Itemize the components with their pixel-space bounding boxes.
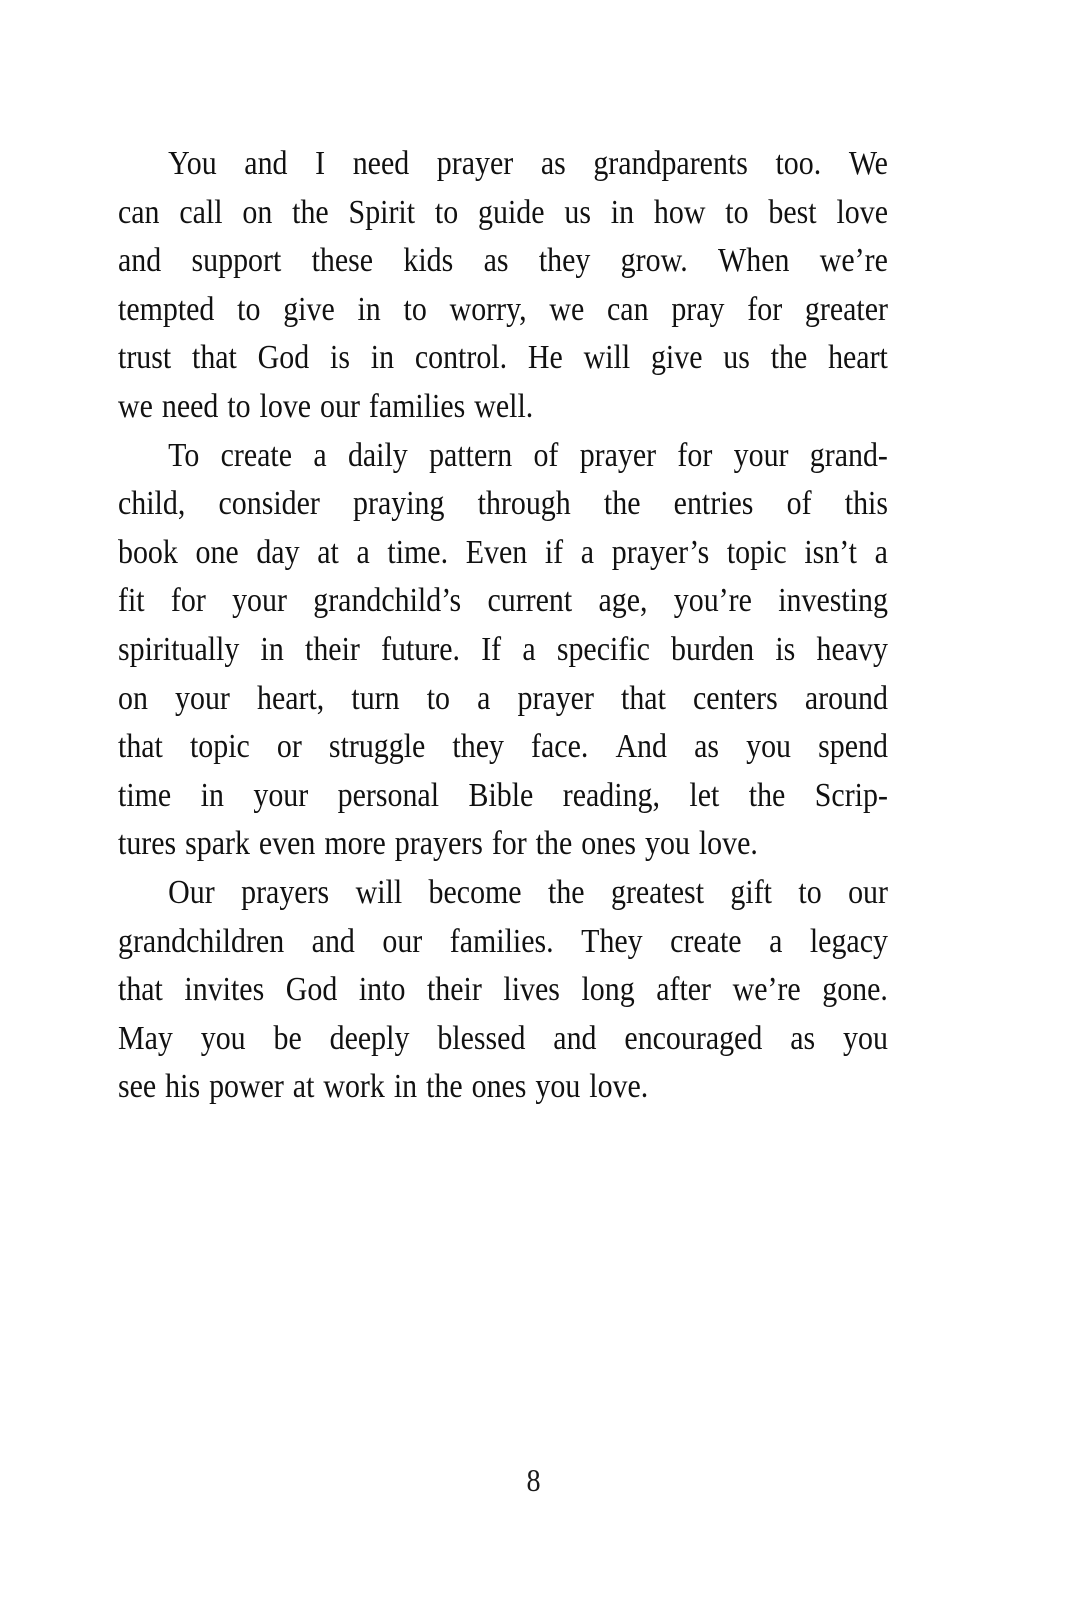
word: you’re bbox=[673, 582, 752, 620]
word: ones bbox=[471, 1068, 527, 1106]
word: even bbox=[258, 825, 316, 863]
word: prayers bbox=[394, 825, 483, 863]
word: grandchild’s bbox=[313, 582, 462, 620]
word: pray bbox=[671, 290, 725, 328]
word: the bbox=[770, 339, 808, 377]
text-line bbox=[118, 577, 888, 626]
word: the bbox=[748, 776, 786, 814]
word: our bbox=[848, 873, 888, 911]
word: tures bbox=[118, 825, 177, 863]
word: a bbox=[356, 533, 370, 571]
word: gift bbox=[730, 873, 772, 911]
word: love bbox=[259, 387, 312, 425]
word: will bbox=[355, 873, 403, 911]
word: spend bbox=[818, 728, 888, 766]
word: prayer bbox=[517, 679, 594, 717]
word: too. bbox=[775, 145, 822, 182]
word: these bbox=[311, 242, 374, 280]
word: to bbox=[227, 387, 251, 425]
word: isn’t bbox=[804, 533, 858, 571]
word: of bbox=[533, 436, 559, 474]
word: a bbox=[769, 922, 783, 960]
word: grandparents bbox=[593, 145, 748, 182]
word: grandchildren bbox=[118, 922, 285, 960]
word: after bbox=[656, 971, 712, 1009]
word: ones bbox=[581, 825, 637, 863]
word: see bbox=[118, 1068, 157, 1106]
word: support bbox=[191, 242, 282, 280]
word: we bbox=[118, 387, 153, 425]
text-line bbox=[118, 869, 888, 918]
word: They bbox=[581, 922, 643, 960]
word: face. bbox=[531, 728, 589, 766]
word: You bbox=[168, 145, 217, 182]
word: for bbox=[677, 436, 713, 474]
word: prayer’s bbox=[611, 533, 710, 571]
word: our bbox=[382, 922, 423, 960]
word: blessed bbox=[437, 1019, 526, 1057]
word: praying bbox=[353, 485, 445, 523]
word: a bbox=[313, 436, 327, 474]
text-line bbox=[118, 432, 888, 481]
word: give bbox=[283, 290, 335, 328]
word: in bbox=[260, 630, 284, 668]
word: to bbox=[798, 873, 822, 911]
word: you bbox=[200, 1019, 246, 1057]
word: in bbox=[357, 290, 381, 328]
word: on bbox=[242, 193, 273, 231]
word: I bbox=[315, 145, 326, 182]
word: that bbox=[192, 339, 237, 377]
word: create bbox=[220, 436, 293, 474]
paragraph bbox=[118, 140, 888, 432]
word: into bbox=[358, 971, 406, 1009]
page-number: 8 bbox=[526, 1462, 541, 1498]
word: fit bbox=[118, 582, 145, 620]
word: can bbox=[118, 193, 160, 231]
word: greatest bbox=[610, 873, 705, 911]
word: burden bbox=[671, 630, 755, 668]
word: will bbox=[583, 339, 631, 377]
word: a bbox=[522, 630, 536, 668]
word: at bbox=[317, 533, 339, 571]
word: a bbox=[580, 533, 595, 571]
word: God bbox=[285, 971, 338, 1009]
word: Spirit bbox=[348, 193, 416, 231]
word: invites bbox=[184, 971, 265, 1009]
word: work bbox=[323, 1068, 385, 1106]
word: to bbox=[403, 290, 427, 328]
text-line bbox=[118, 383, 888, 432]
text-line bbox=[118, 334, 888, 383]
word: on bbox=[118, 679, 148, 717]
word: power bbox=[209, 1068, 284, 1106]
word: of bbox=[786, 485, 812, 523]
text-line bbox=[118, 529, 888, 578]
word: daily bbox=[347, 436, 408, 474]
word: your bbox=[253, 776, 309, 814]
word: prayers bbox=[241, 873, 330, 911]
word: the bbox=[535, 825, 573, 863]
word: to bbox=[725, 193, 749, 231]
word: prayer bbox=[579, 436, 657, 474]
word: how bbox=[653, 193, 706, 231]
word: prayer bbox=[436, 145, 514, 182]
word: that bbox=[118, 971, 163, 1009]
text-line bbox=[118, 675, 888, 724]
word: to bbox=[434, 193, 459, 231]
word: through bbox=[477, 485, 571, 523]
word: for bbox=[170, 582, 206, 620]
word: future. bbox=[381, 630, 460, 668]
word: us bbox=[723, 339, 750, 377]
word: become bbox=[428, 873, 522, 911]
word: around bbox=[804, 679, 888, 717]
word: the bbox=[292, 193, 329, 231]
text-line bbox=[118, 286, 888, 335]
word: heart bbox=[828, 339, 888, 377]
text-line bbox=[118, 140, 888, 189]
word: families bbox=[368, 387, 466, 425]
word: or bbox=[276, 728, 302, 766]
paragraph bbox=[118, 432, 888, 869]
word: at bbox=[292, 1068, 315, 1106]
text-line bbox=[118, 820, 888, 869]
word: that bbox=[118, 728, 163, 766]
word: long bbox=[581, 971, 635, 1009]
word: is bbox=[330, 339, 350, 377]
word: families. bbox=[449, 922, 554, 960]
text-line bbox=[118, 189, 888, 238]
word: reading, bbox=[562, 776, 660, 814]
word: you bbox=[535, 1068, 581, 1106]
word: the bbox=[426, 1068, 463, 1106]
word: child, bbox=[118, 485, 186, 523]
word: guide bbox=[478, 193, 545, 231]
word: and bbox=[118, 242, 162, 280]
word: age, bbox=[598, 582, 648, 620]
word: this bbox=[844, 485, 888, 523]
word: to bbox=[426, 679, 450, 717]
word: in bbox=[610, 193, 635, 231]
word: your bbox=[232, 582, 287, 620]
word: current bbox=[487, 582, 573, 620]
word: one bbox=[195, 533, 239, 571]
word: grow. bbox=[620, 242, 688, 280]
word: entries bbox=[673, 485, 754, 523]
word: they bbox=[452, 728, 504, 766]
word: spark bbox=[185, 825, 250, 863]
word: deeply bbox=[329, 1019, 410, 1057]
word: May bbox=[118, 1019, 173, 1057]
word: topic bbox=[726, 533, 787, 571]
word: heart, bbox=[256, 679, 325, 717]
word: time. bbox=[387, 533, 449, 571]
word: love bbox=[836, 193, 888, 231]
word: He bbox=[527, 339, 563, 377]
word: as bbox=[483, 242, 509, 280]
word: as bbox=[694, 728, 720, 766]
word: if bbox=[544, 533, 564, 571]
word: create bbox=[670, 922, 742, 960]
word: trust bbox=[118, 339, 172, 377]
word: you bbox=[645, 825, 690, 863]
text-line bbox=[118, 772, 888, 821]
word: and bbox=[311, 922, 355, 960]
word: we’re bbox=[819, 242, 888, 280]
word: your bbox=[733, 436, 789, 474]
text-line bbox=[118, 918, 888, 967]
word: in bbox=[370, 339, 395, 377]
word: kids bbox=[403, 242, 454, 280]
word: Our bbox=[168, 873, 215, 911]
text-line bbox=[118, 626, 888, 675]
word: encouraged bbox=[624, 1019, 763, 1057]
word: a bbox=[874, 533, 888, 571]
word: we’re bbox=[732, 971, 801, 1009]
word: legacy bbox=[809, 922, 888, 960]
word: consider bbox=[218, 485, 320, 523]
word: Bible bbox=[468, 776, 534, 814]
word: they bbox=[538, 242, 591, 280]
word: love. bbox=[589, 1068, 649, 1106]
word: need bbox=[352, 145, 410, 182]
word: can bbox=[607, 290, 649, 328]
word: us bbox=[564, 193, 591, 231]
page-body-text bbox=[118, 140, 888, 1112]
word: time bbox=[118, 776, 172, 814]
word: Even bbox=[465, 533, 528, 571]
word: for bbox=[747, 290, 783, 328]
word: more bbox=[324, 825, 386, 863]
word: you bbox=[746, 728, 791, 766]
word: If bbox=[481, 630, 502, 668]
text-line bbox=[118, 480, 888, 529]
word: Scrip- bbox=[814, 776, 888, 814]
word: his bbox=[165, 1068, 201, 1106]
text-line bbox=[118, 723, 888, 772]
word: your bbox=[175, 679, 230, 717]
word: control. bbox=[414, 339, 508, 377]
word: book bbox=[118, 533, 178, 571]
word: is bbox=[775, 630, 796, 668]
word: let bbox=[689, 776, 720, 814]
text-line bbox=[118, 966, 888, 1015]
word: as bbox=[790, 1019, 816, 1057]
word: we bbox=[549, 290, 585, 328]
word: spiritually bbox=[118, 630, 240, 668]
word: need bbox=[161, 387, 219, 425]
word: struggle bbox=[328, 728, 426, 766]
word: investing bbox=[778, 582, 888, 620]
word: that bbox=[621, 679, 666, 717]
word: lives bbox=[503, 971, 560, 1009]
text-line bbox=[118, 1063, 888, 1112]
word: and bbox=[244, 145, 288, 182]
word: grand- bbox=[809, 436, 888, 474]
word: be bbox=[273, 1019, 302, 1057]
word: the bbox=[548, 873, 585, 911]
word: our bbox=[320, 387, 360, 425]
word: centers bbox=[693, 679, 778, 717]
word: to bbox=[237, 290, 261, 328]
word: day bbox=[256, 533, 300, 571]
word: worry, bbox=[449, 290, 527, 328]
word: best bbox=[768, 193, 817, 231]
word: pattern bbox=[429, 436, 513, 474]
word: for bbox=[491, 825, 527, 863]
word: give bbox=[650, 339, 703, 377]
text-line bbox=[118, 1015, 888, 1064]
word: as bbox=[540, 145, 566, 182]
word: tempted bbox=[118, 290, 215, 328]
word: gone. bbox=[822, 971, 888, 1009]
word: their bbox=[305, 630, 360, 668]
word: a bbox=[477, 679, 491, 717]
word: When bbox=[718, 242, 790, 280]
word: in bbox=[200, 776, 224, 814]
word: We bbox=[848, 145, 888, 182]
word: personal bbox=[337, 776, 440, 814]
word: and bbox=[553, 1019, 597, 1057]
word: topic bbox=[189, 728, 250, 766]
word: greater bbox=[804, 290, 888, 328]
word: heavy bbox=[816, 630, 888, 668]
word: love. bbox=[698, 825, 758, 863]
word: in bbox=[393, 1068, 418, 1106]
paragraph bbox=[118, 869, 888, 1112]
word: well. bbox=[474, 387, 534, 425]
word: specific bbox=[556, 630, 650, 668]
word: To bbox=[168, 436, 200, 474]
word: call bbox=[179, 193, 223, 231]
word: turn bbox=[351, 679, 400, 717]
word: God bbox=[257, 339, 310, 377]
word: the bbox=[603, 485, 641, 523]
text-line bbox=[118, 237, 888, 286]
word: And bbox=[615, 728, 667, 766]
word: their bbox=[426, 971, 482, 1009]
word: you bbox=[843, 1019, 888, 1057]
